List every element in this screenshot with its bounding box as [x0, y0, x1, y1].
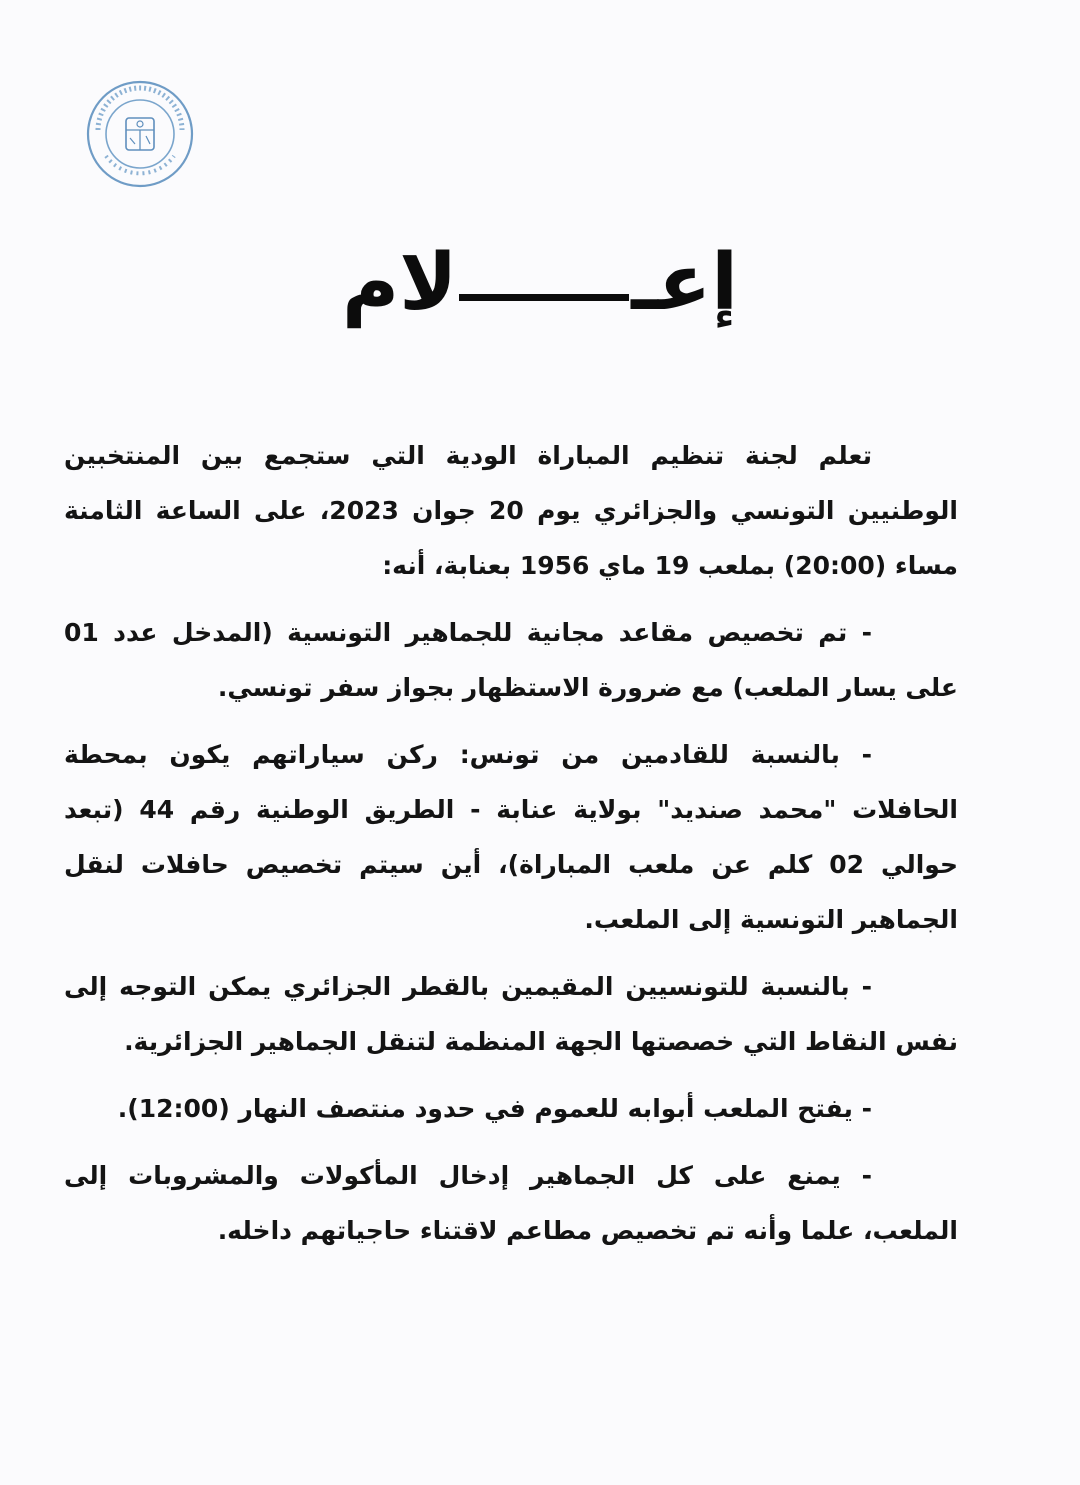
list-item: - يمنع على كل الجماهير إدخال المأكولات والمشروبات إلى الملعب، علما وأنه تم تخصيص مطاعم لاقتناء حاجياتهم داخله. — [64, 1161, 958, 1245]
intro-paragraph: تعلم لجنة تنظيم المباراة الودية التي ستجمع بين المنتخبين الوطنيين التونسي والجزائري يوم 20 جوان 2023، على الساعة الثامنة مساء (20:00) بملعب 19 ماي 1956 بعنابة، أنه: — [64, 441, 959, 580]
document-body — [64, 428, 958, 1270]
list-item: - بالنسبة للقادمين من تونس: ركن سياراتهم يكون بمحطة الحافلات "محمد صنديد" بولاية عنابة - الطريق الوطنية رقم 44 (تبعد حوالي 02 كلم عن ملعب المباراة)، أين سيتم تخصيص حافلات لنقل الجماهير التونسية إلى الملعب. — [64, 740, 958, 934]
title-kashida — [459, 294, 629, 301]
list-item: - تم تخصيص مقاعد مجانية للجماهير التونسية (المدخل عدد 01 على يسار الملعب) مع ضرورة الاستظهار بجواز سفر تونسي. — [64, 618, 958, 702]
official-seal-icon — [84, 78, 196, 190]
title-start: إعـ — [631, 238, 738, 328]
title-end: لام — [342, 238, 458, 328]
document-title — [0, 238, 1080, 328]
list-item: - يفتح الملعب أبوابه للعموم في حدود منتصف النهار (12:00). — [117, 1094, 872, 1123]
list-item: - بالنسبة للتونسيين المقيمين بالقطر الجزائري يمكن التوجه إلى نفس النقاط التي خصصتها الجهة المنظمة لتنقل الجماهير الجزائرية. — [64, 972, 958, 1056]
